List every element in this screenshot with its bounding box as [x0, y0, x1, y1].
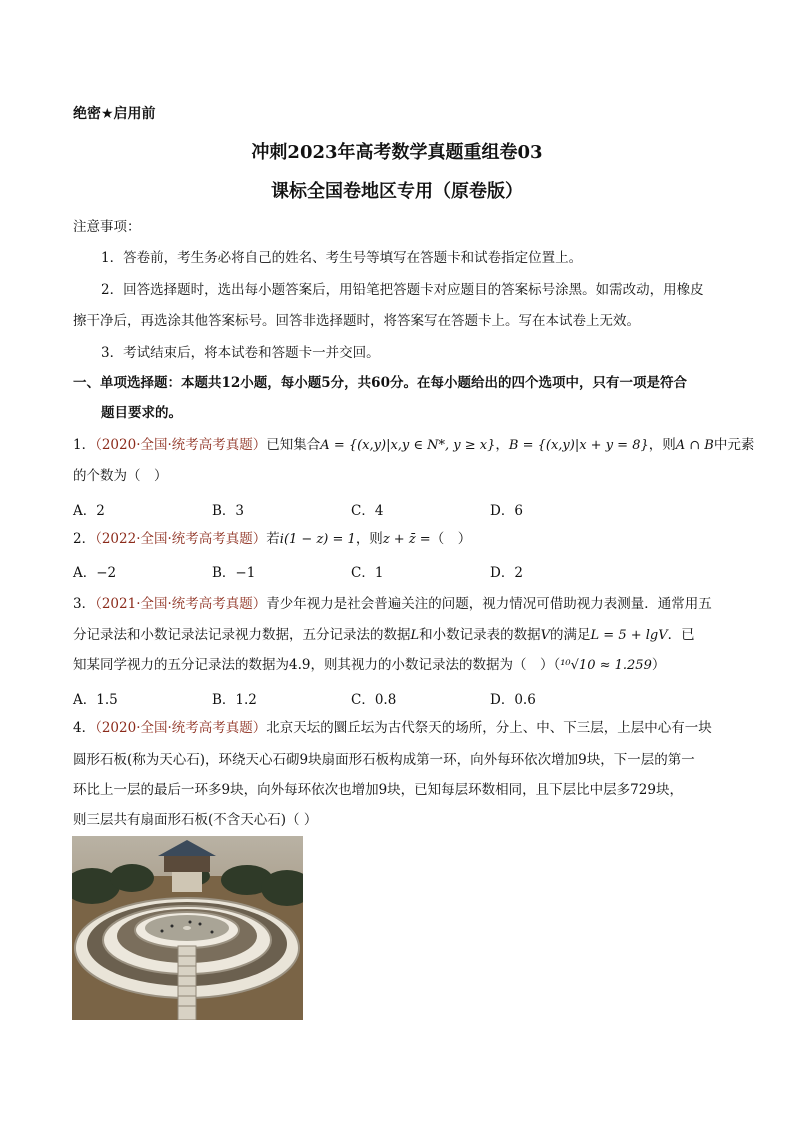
notice-heading: 注意事项：	[73, 219, 141, 235]
option-a: A．2	[73, 503, 105, 519]
option-c: C．0.8	[351, 692, 397, 708]
option-a: A．−2	[73, 565, 117, 581]
page-title: 冲刺2023年高考数学真题重组卷03	[251, 142, 543, 163]
question-number: 1．	[73, 437, 96, 453]
circular-mound-altar-photo	[72, 836, 303, 1020]
question-text: 北京天坛的圜丘坛为古代祭天的场所，分上、中、下三层，上层中心有一块	[266, 720, 712, 736]
question-4	[73, 718, 712, 738]
heart-stone	[183, 926, 191, 930]
notice-item-3: 3．考试结束后，将本试卷和答题卡一并交回。	[101, 345, 380, 361]
question-text: 知某同学视力的五分记录法的数据为4.9，则其视力的小数记录法的数据为（ ）（	[73, 657, 561, 673]
set-b-formula: B = {(x,y)|x + y = 8}	[508, 438, 649, 453]
question-1	[73, 435, 754, 456]
question-1-cont: 的个数为（ ）	[73, 468, 168, 484]
intersection-formula: A ∩ B	[675, 438, 714, 453]
option-d: D．0.6	[490, 692, 536, 708]
question-number: 3．	[73, 596, 96, 612]
formula: L = 5 + lgV	[590, 628, 668, 643]
question-4-line-3: 环比上一层的最后一环多9块，向外每环依次也增加9块，已知每层环数相同，且下层比中层多729块，	[73, 782, 683, 798]
question-source: （2022·全国·统考高考真题）	[95, 531, 267, 547]
option-b: B．3	[212, 503, 245, 519]
notice-item-2-cont: 擦干净后，再选涂其他答案标号。回答非选择题时，将答案写在答题卡上。写在本试卷上无效。	[73, 313, 640, 329]
question-text: 已知集合	[266, 437, 321, 453]
page-subtitle: 课标全国卷地区专用（原卷版）	[271, 181, 523, 202]
question-text: ）	[651, 657, 666, 673]
question-text: ，则	[648, 437, 676, 453]
option-d: D．6	[490, 503, 523, 519]
variable-v: V	[540, 628, 551, 643]
variable-l: L	[410, 628, 420, 643]
question-text: 若	[266, 531, 280, 547]
question-3-line-2	[73, 625, 695, 646]
option-c: C．4	[351, 503, 384, 519]
altar-illustration	[72, 836, 303, 1020]
section-heading: 一、单项选择题：本题共12小题，每小题5分，共60分。在每小题给出的四个选项中，只有一项是符合	[73, 375, 687, 391]
question-text: 的满足	[550, 627, 591, 643]
conjugate-formula: z + z̄ =	[382, 532, 431, 547]
question-4-line-4: 则三层共有扇面形石板(不含天心石)（ ）	[73, 812, 318, 828]
question-text: ，则	[355, 531, 383, 547]
notice-item-2: 2．回答选择题时，选出每小题答案后，用铅笔把答题卡对应题目的答案标号涂黑。如需改动，用橡皮	[101, 282, 704, 298]
question-text: ．已	[667, 627, 695, 643]
option-b: B．−1	[212, 565, 256, 581]
set-a-formula: A = {(x,y)|x,y ∈ N*, y ≥ x}	[320, 438, 496, 453]
question-number: 2．	[73, 531, 96, 547]
separator: ，	[495, 437, 509, 453]
question-source: （2020·全国·统考高考真题）	[95, 720, 267, 736]
option-a: A．1.5	[73, 692, 118, 708]
question-2-options	[73, 561, 629, 581]
question-text: （ ）	[430, 531, 472, 547]
question-3-options	[73, 688, 629, 708]
equation-formula: i(1 − z) = 1	[279, 532, 356, 547]
option-c: C．1	[351, 565, 384, 581]
question-2	[73, 529, 471, 550]
stairway	[178, 946, 196, 1020]
root-formula: ¹⁰√10 ≈ 1.259	[560, 658, 652, 673]
question-source: （2021·全国·统考高考真题）	[95, 596, 267, 612]
question-text: 和小数记录表的数据	[419, 627, 541, 643]
question-3-line-3	[73, 655, 665, 676]
question-4-line-2: 圆形石板(称为天心石)，环绕天心石砌9块扇面形石板构成第一环，向外每环依次增加9块，下一层的第一	[73, 752, 695, 768]
option-b: B．1.2	[212, 692, 257, 708]
question-text: 中元素	[713, 437, 755, 453]
notice-item-1: 1．答卷前，考生务必将自己的姓名、考生号等填写在答题卡和试卷指定位置上。	[101, 250, 583, 266]
question-text: 分记录法和小数记录法记录视力数据，五分记录法的数据	[73, 627, 411, 643]
section-heading-cont: 题目要求的。	[101, 405, 182, 421]
question-number: 4．	[73, 720, 96, 736]
question-text: 青少年视力是社会普遍关注的问题，视力情况可借助视力表测量．通常用五	[266, 596, 712, 612]
question-source: （2020·全国·统考高考真题）	[95, 437, 267, 453]
question-3	[73, 594, 712, 614]
secret-label: 绝密★启用前	[73, 106, 156, 122]
question-1-options	[73, 499, 629, 519]
option-d: D．2	[490, 565, 523, 581]
